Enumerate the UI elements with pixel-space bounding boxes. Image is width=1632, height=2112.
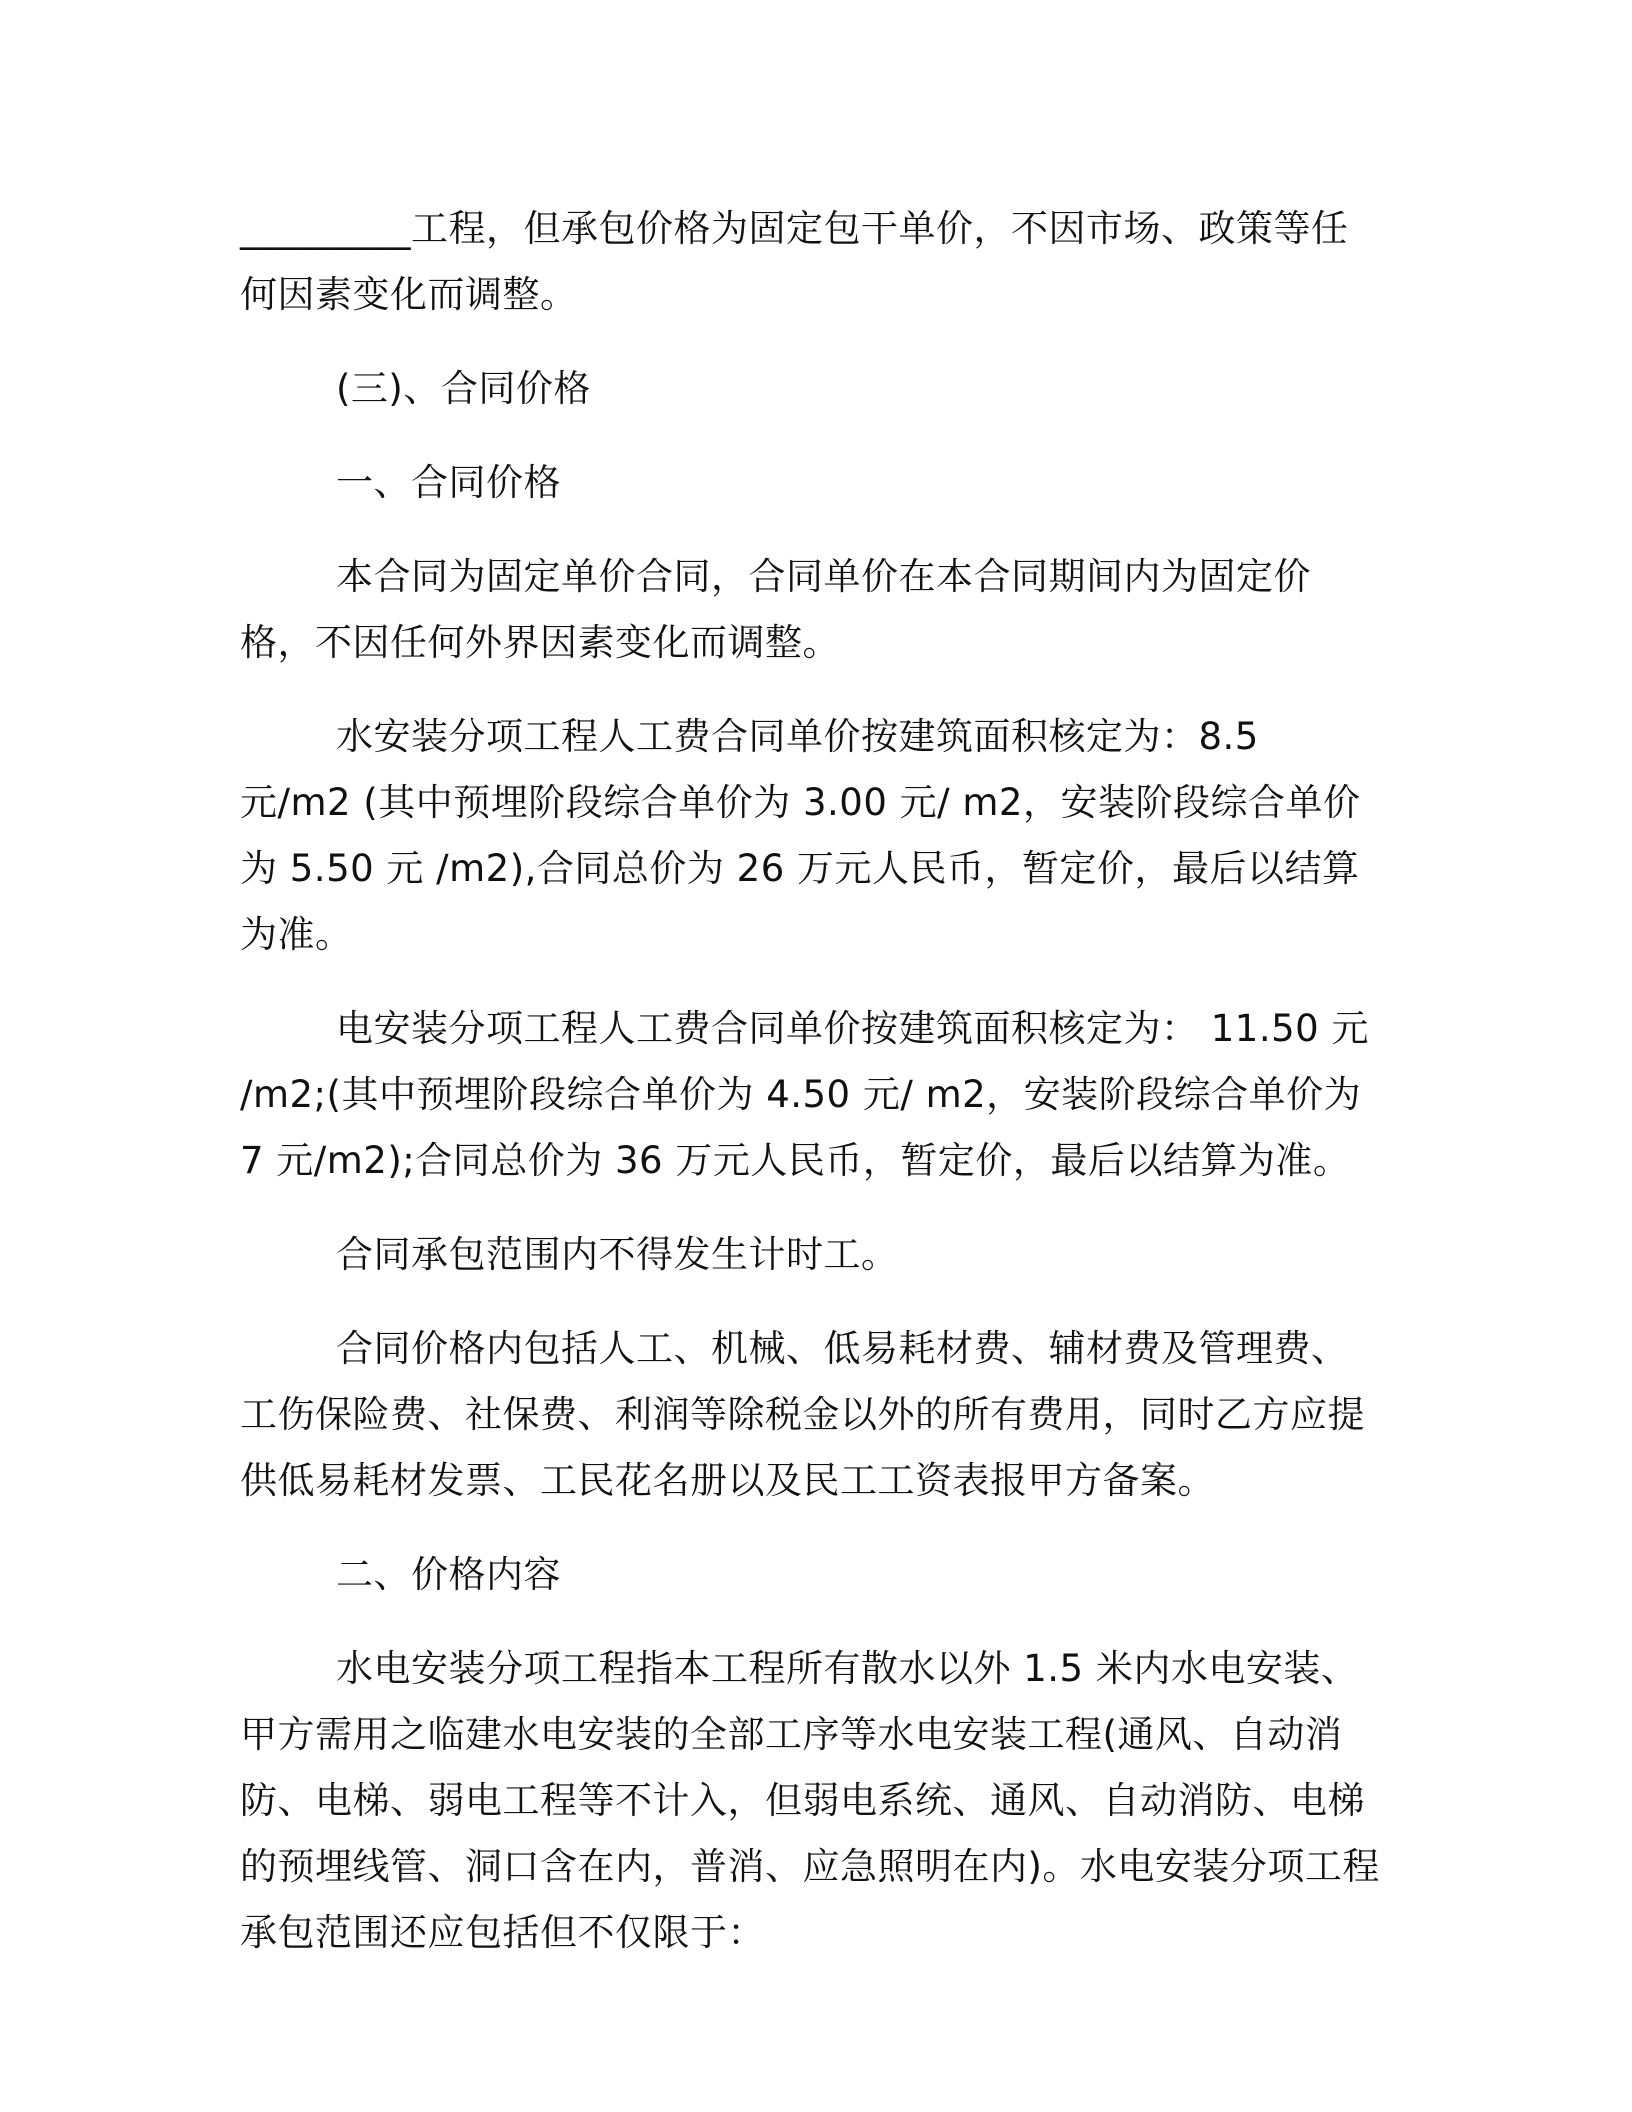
paragraph-water-installation-price: 水安装分项工程人工费合同单价按建筑面积核定为：8.5 元/m2 (其中预埋阶段综合单价为 3.00 元/ m2，安装阶段综合单价为 5.50 元 /m2),合同总价为 26 万元人民币，暂定价，最后以结算为准。 xyxy=(240,715,1361,956)
paragraph-installation-scope: 水电安装分项工程指本工程所有散水以外 1.5 米内水电安装、甲方需用之临建水电安装的全部工序等水电安装工程(通风、自动消防、电梯、弱电工程等不计入，但弱电系统、通风、自动消防、电梯的预埋线管、洞口含在内，普消、应急照明在内)。水电安装分项工程承包范围还应包括但不仅限于： xyxy=(240,1647,1380,1954)
paragraph-price-inclusions: 合同价格内包括人工、机械、低易耗材费、辅材费及管理费、工伤保险费、社保费、利润等除税金以外的所有费用，同时乙方应提供低易耗材发票、工民花名册以及民工工资表报甲方备案。 xyxy=(240,1327,1365,1502)
document-body xyxy=(240,196,1380,1966)
paragraph-fixed-price-continuation: _________工程，但承包价格为固定包干单价，不因市场、政策等任何因素变化而调整。 xyxy=(240,207,1349,316)
subheading-contract-price: 一、合同价格 xyxy=(336,461,561,504)
subheading-price-content: 二、价格内容 xyxy=(336,1553,561,1596)
paragraph-no-hourly-work: 合同承包范围内不得发生计时工。 xyxy=(336,1233,899,1276)
section-heading-contract-price: (三)、合同价格 xyxy=(336,367,591,410)
paragraph-electrical-installation-price: 电安装分项工程人工费合同单价按建筑面积核定为： 11.50 元 /m2;(其中预埋阶段综合单价为 4.50 元/ m2，安装阶段综合单价为 7 元/m2);合同总价为 36 万元人民币，暂定价，最后以结算为准。 xyxy=(240,1007,1369,1182)
paragraph-fixed-unit-price: 本合同为固定单价合同，合同单价在本合同期间内为固定价格，不因任何外界因素变化而调整。 xyxy=(240,555,1311,664)
